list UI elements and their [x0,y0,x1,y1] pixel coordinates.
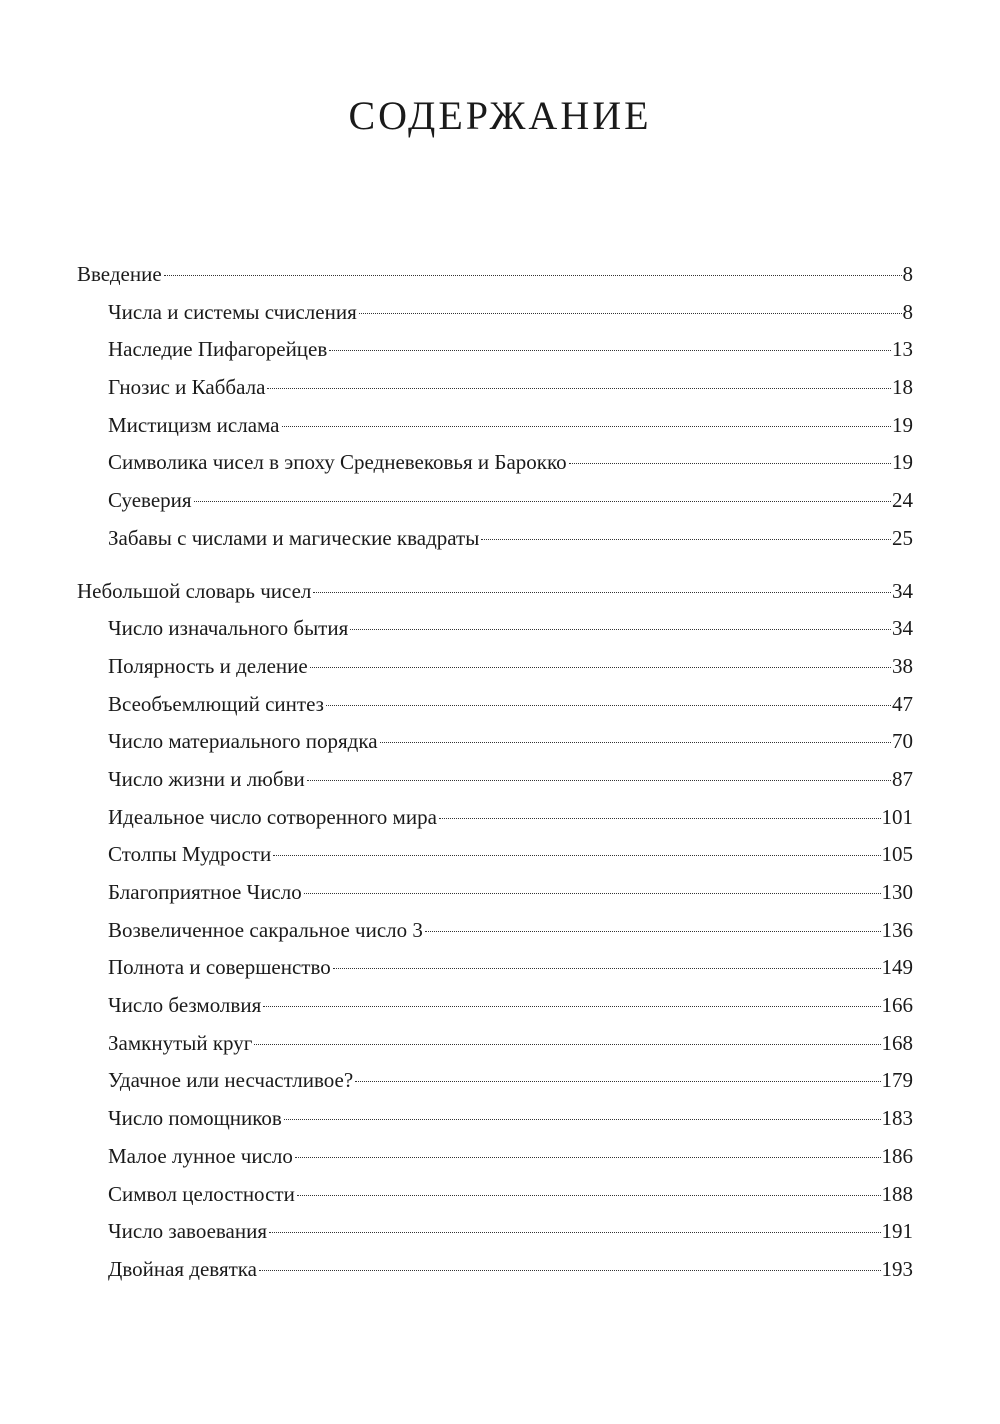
dot-leader [439,818,881,819]
toc-entry[interactable] [77,836,913,874]
dot-leader [359,313,902,314]
toc-entry-label: Число изначального бытия [108,616,349,641]
toc-entry-label: Число помощников [108,1106,282,1131]
toc-entry-label: Суеверия [108,488,192,513]
toc-entry-page: 136 [881,917,913,942]
toc-entry-page: 188 [881,1181,913,1206]
toc-entry[interactable] [77,874,913,912]
toc-entry-label: Удачное или несчастливое? [108,1068,354,1093]
toc-entry-label: Замкнутый круг [108,1030,253,1055]
toc-entry-label: Символика чисел в эпоху Средневековья и Барокко [108,450,567,475]
dot-leader [297,1195,881,1196]
toc-entry-page: 34 [892,616,913,641]
table-of-contents [77,256,913,1289]
toc-entry-page: 191 [881,1219,913,1244]
dot-leader [355,1081,880,1082]
dot-leader [329,350,891,351]
toc-entry-page: 183 [881,1106,913,1131]
toc-entry-page: 8 [902,262,913,286]
toc-entry-label: Наследие Пифагорейцев [108,337,328,362]
toc-entry-label: Всеобъемлющий синтез [108,691,324,716]
toc-entry-page: 70 [892,729,913,754]
dot-leader [425,931,881,932]
dot-leader [569,463,891,464]
toc-entry-page: 87 [892,766,913,791]
toc-entry-label: Введение [77,262,162,286]
dot-leader [481,539,891,540]
toc-entry[interactable] [77,987,913,1025]
toc-entry-page: 168 [881,1030,913,1055]
toc-entry-page: 166 [881,993,913,1018]
toc-entry-page: 149 [881,955,913,980]
toc-entry[interactable] [77,444,913,482]
toc-entry[interactable] [77,331,913,369]
toc-entry[interactable] [77,369,913,407]
toc-entry[interactable] [77,912,913,950]
dot-leader [295,1157,881,1158]
toc-entry-label: Благоприятное Число [108,880,302,904]
toc-entry[interactable] [77,686,913,724]
dot-leader [284,1119,881,1120]
toc-entry-page: 130 [881,880,913,904]
toc-entry-page: 34 [892,578,913,603]
toc-entry-page: 105 [881,842,913,867]
dot-leader [326,705,891,706]
toc-entry-label: Возвеличенное сакральное число 3 [108,917,423,942]
toc-entry-label: Идеальное число сотворенного мира [108,804,437,829]
toc-entry[interactable] [77,407,913,445]
toc-entry-page: 193 [881,1256,913,1281]
toc-entry[interactable] [77,610,913,648]
toc-entry-label: Мистицизм ислама [108,412,280,437]
dot-leader [164,275,902,276]
toc-entry-page: 101 [881,804,913,829]
dot-leader [313,592,891,593]
toc-entry[interactable] [77,1176,913,1214]
toc-entry-label: Полярность и деление [108,653,308,678]
dot-leader [282,426,892,427]
toc-entry[interactable] [77,1062,913,1100]
toc-entry-label: Полнота и совершенство [108,955,331,980]
toc-entry-label: Число материального порядка [108,729,378,754]
toc-entry-section[interactable] [77,573,913,611]
toc-entry-page: 19 [892,412,913,437]
dot-leader [380,742,891,743]
dot-leader [310,667,891,668]
toc-entry-page: 47 [892,691,913,716]
toc-entry-label: Двойная девятка [108,1256,257,1281]
toc-entry-label: Малое лунное число [108,1143,293,1168]
toc-entry-label: Небольшой словарь чисел [77,578,312,603]
toc-entry[interactable] [77,1100,913,1138]
toc-entry-page: 179 [881,1068,913,1093]
toc-entry[interactable] [77,1025,913,1063]
dot-leader [254,1044,880,1045]
toc-entry-label: Число безмолвия [108,993,262,1018]
toc-entry[interactable] [77,294,913,332]
toc-entry[interactable] [77,648,913,686]
toc-entry[interactable] [77,1213,913,1251]
toc-entry[interactable] [77,1251,913,1289]
toc-entry-label: Число завоевания [108,1219,267,1244]
dot-leader [350,629,891,630]
toc-entry[interactable] [77,949,913,987]
toc-entry[interactable] [77,1138,913,1176]
dot-leader [269,1232,881,1233]
toc-section-introduction [77,256,913,558]
toc-entry-label: Числа и системы счисления [108,299,357,324]
toc-entry-section[interactable] [77,256,913,294]
dot-leader [259,1270,881,1271]
toc-entry-page: 8 [902,299,913,324]
toc-entry[interactable] [77,799,913,837]
toc-entry-label: Забавы с числами и магические квадраты [108,525,480,550]
dot-leader [263,1006,880,1007]
toc-entry[interactable] [77,520,913,558]
dot-leader [273,855,880,856]
toc-entry-page: 25 [892,525,913,550]
toc-entry-page: 13 [892,337,913,362]
dot-leader [194,501,891,502]
dot-leader [333,968,881,969]
toc-entry-page: 19 [892,450,913,475]
toc-entry[interactable] [77,482,913,520]
toc-entry-label: Символ целостности [108,1181,295,1206]
toc-entry-page: 186 [881,1143,913,1168]
toc-entry-page: 24 [892,488,913,513]
dot-leader [304,893,881,894]
page-title: СОДЕРЖАНИЕ [348,93,652,138]
toc-entry-page: 38 [892,653,913,678]
toc-entry-page: 18 [892,375,913,400]
toc-entry-label: Число жизни и любви [108,766,305,791]
dot-leader [307,780,891,781]
toc-section-dictionary [77,573,913,1289]
dot-leader [267,388,891,389]
toc-entry-label: Гнозис и Каббала [108,375,266,400]
toc-entry[interactable] [77,723,913,761]
toc-entry[interactable] [77,761,913,799]
toc-entry-label: Столпы Мудрости [108,842,272,867]
